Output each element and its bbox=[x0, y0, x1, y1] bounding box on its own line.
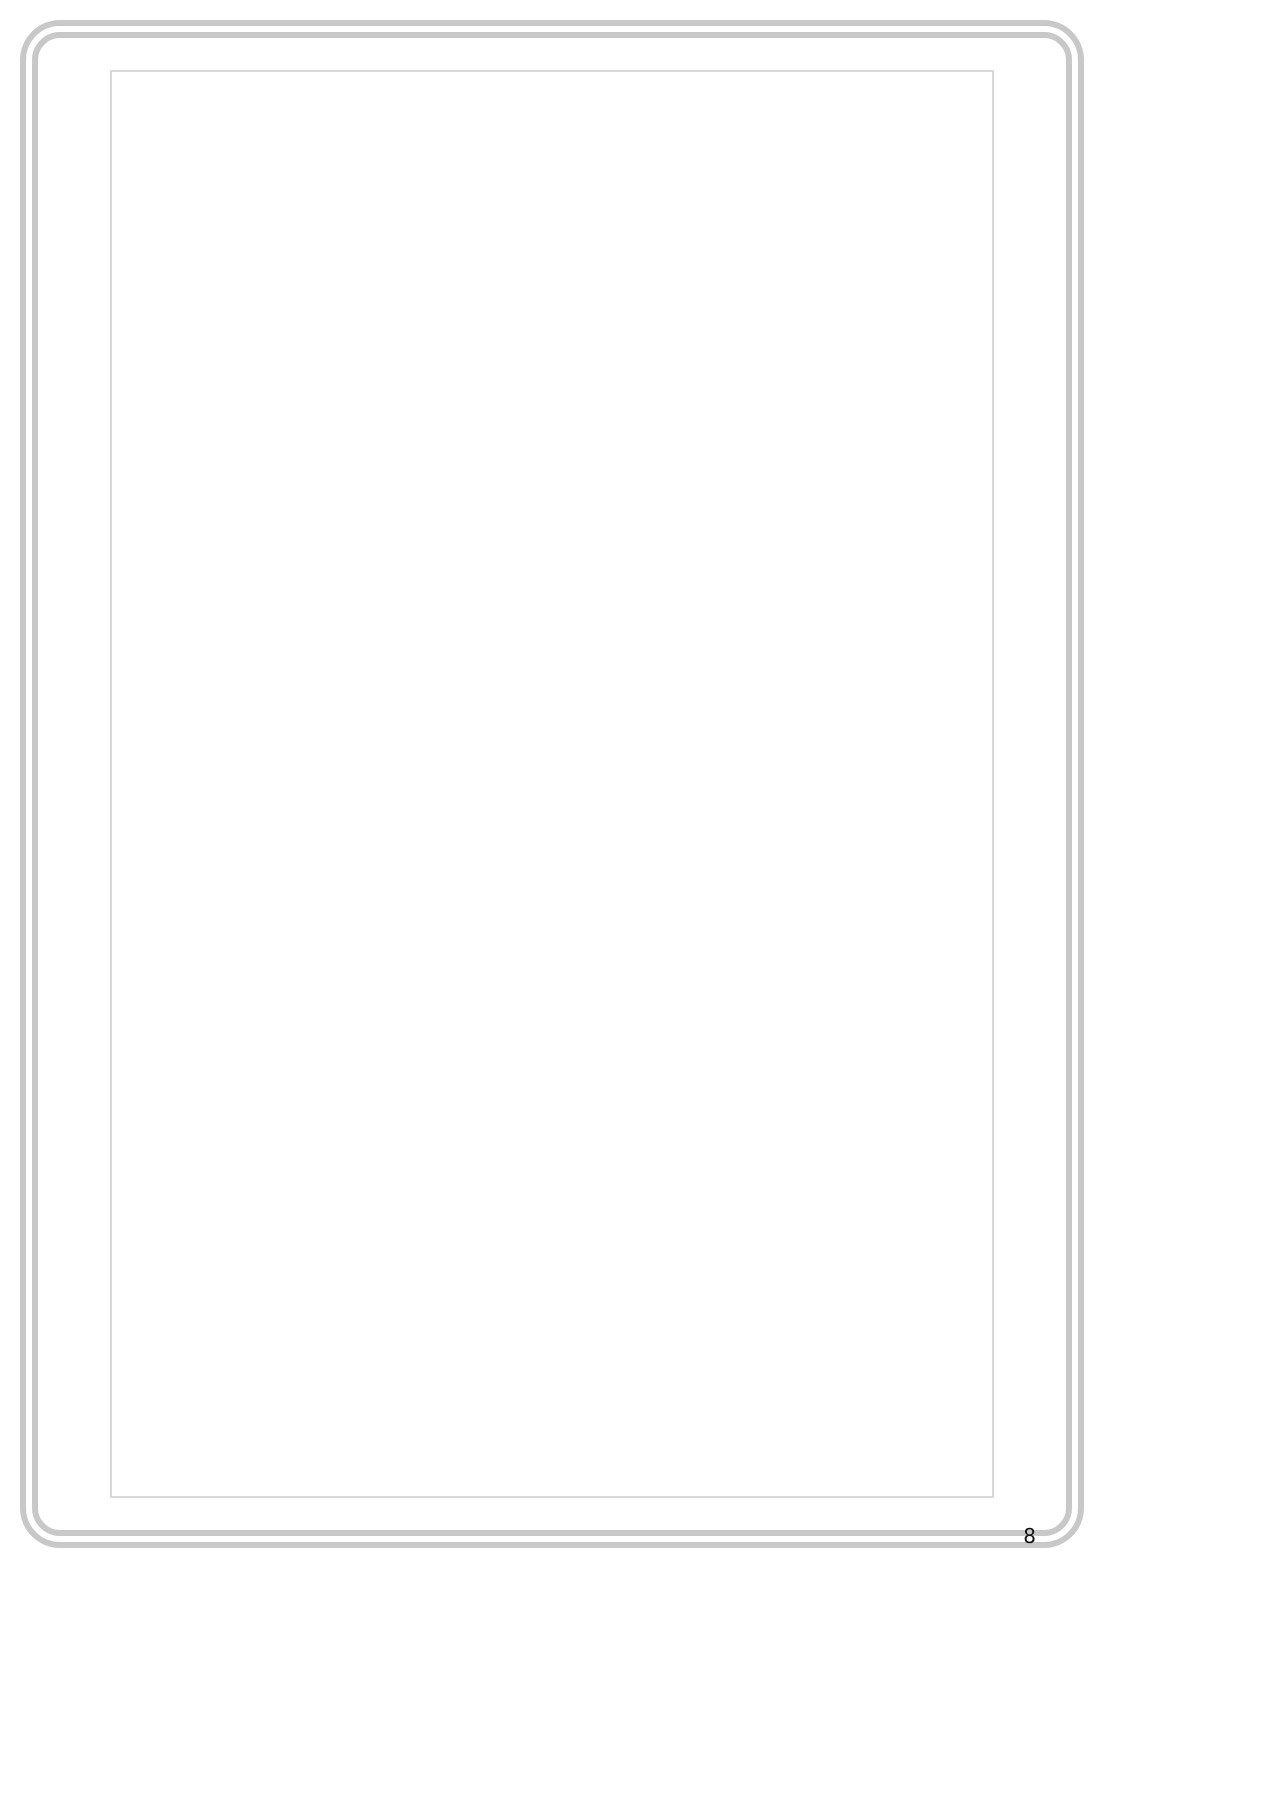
text-band-middle bbox=[140, 560, 964, 980]
text-band-bottom bbox=[140, 1020, 964, 1440]
page-number: 8 bbox=[1023, 1524, 1036, 1548]
text-band-top bbox=[140, 95, 964, 515]
